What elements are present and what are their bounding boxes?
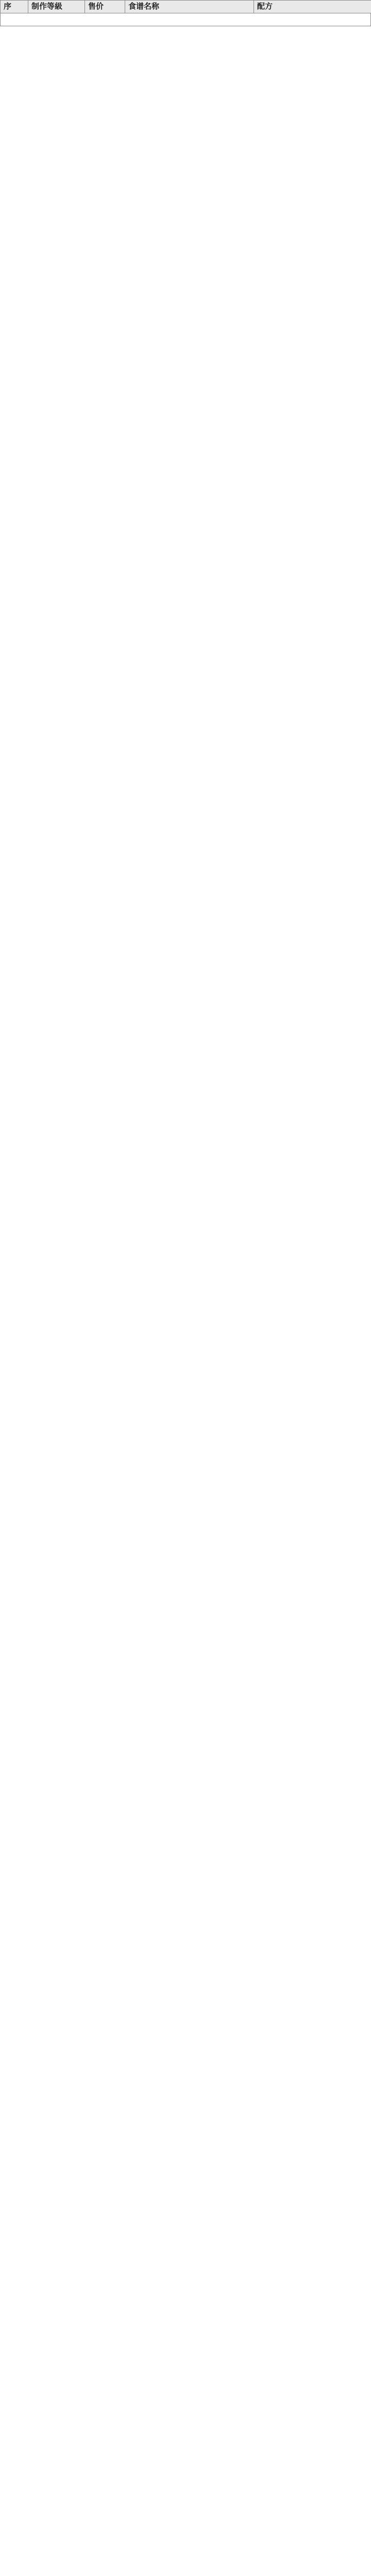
- header-make-level: 制作等級: [28, 1, 85, 13]
- recipe-table: [0, 0, 371, 13]
- section-title: [0, 13, 371, 26]
- header-price: 售价: [85, 1, 125, 13]
- header-recipe-name: 食谱名称: [125, 1, 254, 13]
- header-index: 序: [1, 1, 28, 13]
- table-header-row: [1, 1, 371, 13]
- header-ingredients: 配方: [254, 1, 371, 13]
